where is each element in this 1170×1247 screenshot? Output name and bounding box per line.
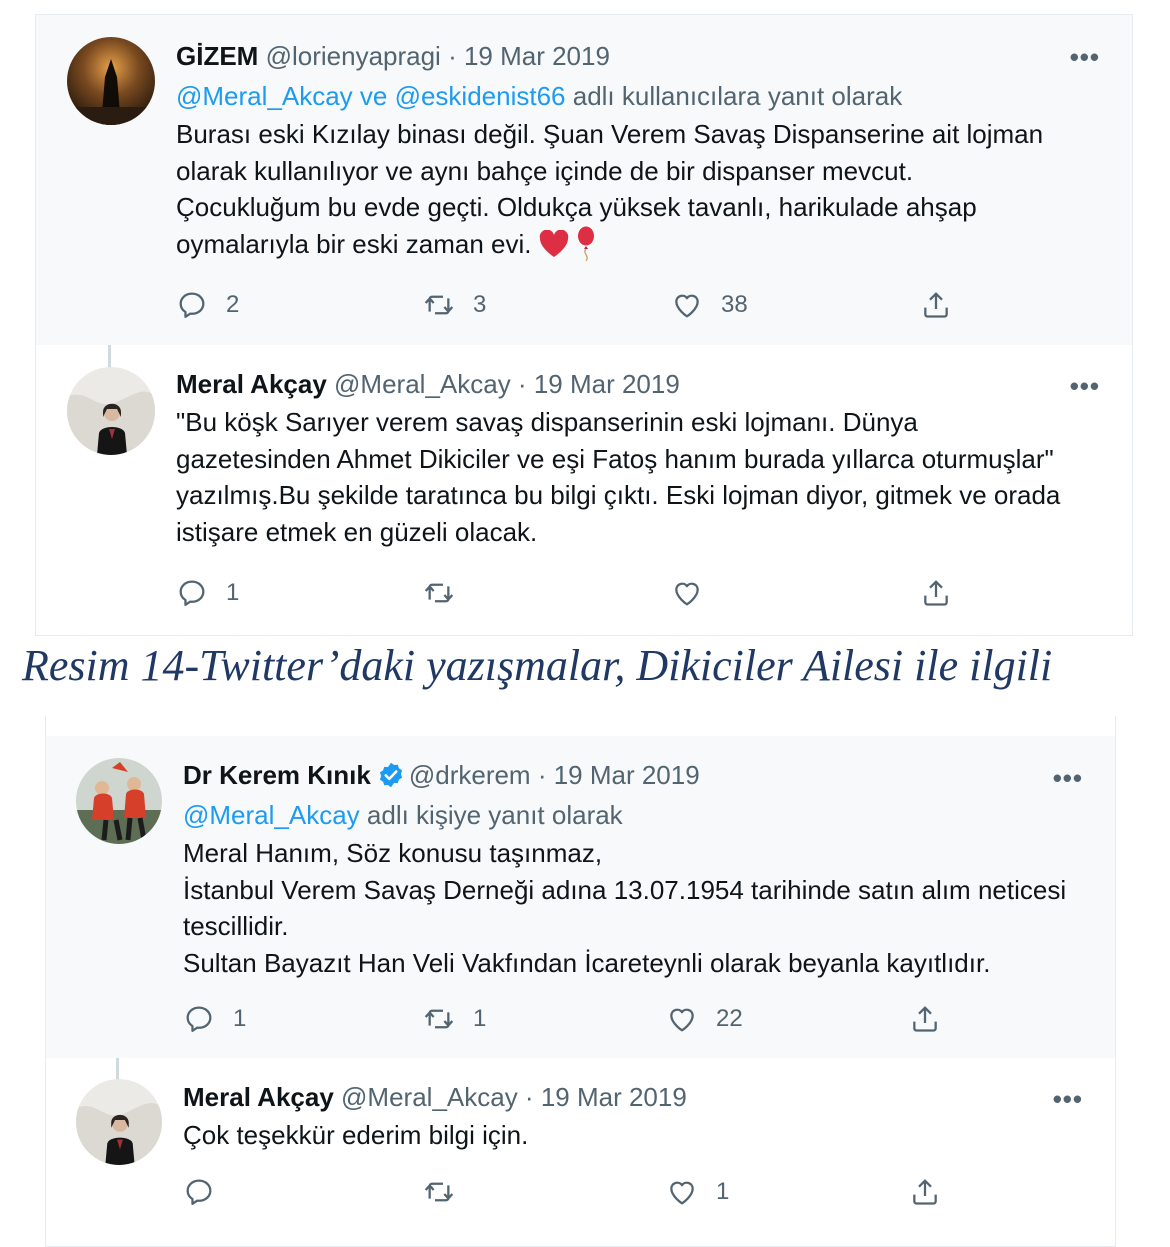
more-options-icon[interactable]: ••• <box>1069 371 1100 401</box>
tweet-text-line: istişare etmek en güzeli olacak. <box>176 516 538 547</box>
reply-context-label: adlı kullanıcılara yanıt olarak <box>565 81 903 111</box>
tweet-text-line: Çok teşekkür ederim bilgi için. <box>183 1120 529 1150</box>
retweet-icon <box>423 1003 455 1035</box>
reply-button[interactable] <box>183 1002 246 1036</box>
more-options-icon[interactable]: ••• <box>1069 42 1100 72</box>
like-button[interactable] <box>671 288 748 322</box>
more-options-icon[interactable]: ••• <box>1052 1084 1083 1114</box>
tweet-actions <box>183 1175 983 1209</box>
avatar-image-icon <box>76 1079 162 1165</box>
share-icon <box>909 1176 941 1208</box>
tweet-text-line: Meral Hanım, Söz konusu taşınmaz, <box>183 838 603 868</box>
share-icon <box>920 289 952 321</box>
avatar[interactable] <box>76 1079 162 1165</box>
tweet-text-line: tescillidir. <box>183 911 289 941</box>
heart-icon <box>666 1003 698 1035</box>
like-button[interactable] <box>671 576 721 610</box>
reply-icon <box>176 289 208 321</box>
author-handle[interactable]: @Meral_Akcay <box>334 369 511 399</box>
share-button[interactable] <box>909 1175 941 1209</box>
retweet-icon <box>423 289 455 321</box>
reply-count: 1 <box>233 1005 247 1032</box>
avatar[interactable] <box>76 758 162 844</box>
tweet-text-fragment: oymalarıyla bir eski zaman evi. <box>176 228 532 259</box>
reply-button[interactable] <box>176 576 239 610</box>
verified-badge-icon <box>377 761 405 789</box>
heart-icon <box>671 577 703 609</box>
tweet-meral-akcay[interactable] <box>36 345 1132 635</box>
reply-icon <box>183 1003 215 1035</box>
retweet-count: 3 <box>473 291 487 318</box>
author-name[interactable]: GİZEM <box>176 41 259 71</box>
reply-context <box>176 79 1102 113</box>
like-count: 22 <box>716 1005 743 1032</box>
heart-icon <box>671 289 703 321</box>
avatar[interactable] <box>67 367 155 455</box>
tweet-date[interactable]: 19 Mar 2019 <box>533 369 680 399</box>
author-name[interactable]: Meral Akçay <box>176 369 327 399</box>
figure-caption: Resim 14-Twitter’daki yazışmalar, Dikiciler Ailesi ile ilgili <box>22 641 1053 690</box>
tweet-text <box>183 1117 1085 1154</box>
tweet-text-line: gazetesinden Ahmet Dikiciler ve eşi Fatoş hanım burada yıllarca oturmuşlar" <box>176 443 1054 474</box>
tweet-dr-kerem-kinik[interactable] <box>46 736 1115 1058</box>
reply-icon <box>176 577 208 609</box>
author-name[interactable]: Dr Kerem Kınık <box>183 760 371 790</box>
tweet-text-line: olarak kullanılıyor ve aynı bahçe içinde de bir dispanser mevcut. <box>176 155 914 186</box>
tweet-actions <box>183 1002 983 1036</box>
tweet-text-line: "Bu köşk Sarıyer verem savaş dispanserinin eski lojmanı. Dünya <box>176 407 918 437</box>
heart-icon <box>666 1176 698 1208</box>
like-count: 1 <box>716 1178 730 1205</box>
tweet-meral-akcay-reply[interactable] <box>46 1058 1115 1238</box>
red-heart-emoji-icon <box>539 230 569 258</box>
reply-context-label: adlı kişiye yanıt olarak <box>359 800 623 830</box>
reply-count: 2 <box>226 291 240 318</box>
tweet-text-line: yazılmış.Bu şekilde taratınca bu bilgi çıktı. Eski lojman diyor, gitmek ve orada <box>176 480 1061 510</box>
like-button[interactable] <box>666 1175 729 1209</box>
tweet-text-line-last <box>176 226 1102 263</box>
tweet-text-line: Çocukluğum bu evde geçti. Oldukça yüksek tavanlı, harikulade ahşap <box>176 192 977 222</box>
tweet-header <box>183 758 1085 792</box>
reply-button[interactable] <box>183 1175 233 1209</box>
tweet-text <box>176 116 1102 262</box>
author-name[interactable]: Meral Akçay <box>183 1082 334 1112</box>
tweet-text-line: Sultan Bayazıt Han Veli Vakfından İcareteynli olarak beyanla kayıtlıdır. <box>183 947 991 978</box>
tweet-gizem[interactable] <box>36 15 1132 345</box>
reply-mention-link[interactable]: @Meral_Akcay <box>183 800 360 830</box>
tweet-date[interactable]: 19 Mar 2019 <box>540 1082 687 1112</box>
tweet-header <box>176 367 1102 401</box>
retweet-icon <box>423 577 455 609</box>
separator: · <box>517 1082 541 1112</box>
tweet-date[interactable]: 19 Mar 2019 <box>463 41 610 71</box>
share-icon <box>909 1003 941 1035</box>
retweet-button[interactable] <box>423 1175 473 1209</box>
reply-count: 1 <box>226 579 240 606</box>
tweet-text <box>176 404 1102 550</box>
share-button[interactable] <box>920 576 952 610</box>
author-handle[interactable]: @Meral_Akcay <box>341 1082 518 1112</box>
reply-mention-link[interactable]: @Meral_Akcay ve @eskidenist66 <box>176 81 566 111</box>
author-handle[interactable]: @lorienyapragi <box>265 41 441 71</box>
balloon-emoji-icon <box>575 226 597 262</box>
separator: · <box>530 760 554 790</box>
retweet-button[interactable] <box>423 288 486 322</box>
separator: · <box>440 41 464 71</box>
tweet-text-line: Burası eski Kızılay binası değil. Şuan Verem Savaş Dispanserine ait lojman <box>176 119 1044 149</box>
retweet-button[interactable] <box>423 1002 486 1036</box>
author-handle[interactable]: @drkerem <box>408 760 531 790</box>
tweet-actions <box>176 288 976 322</box>
tweet-thread-2 <box>45 716 1116 1247</box>
like-count: 38 <box>721 291 748 318</box>
retweet-icon <box>423 1176 455 1208</box>
avatar-image-icon <box>76 758 162 844</box>
more-options-icon[interactable]: ••• <box>1052 763 1083 793</box>
tweet-header <box>176 39 1102 73</box>
tweet-header <box>183 1080 1085 1114</box>
tweet-date[interactable]: 19 Mar 2019 <box>553 760 700 790</box>
tweet-actions <box>176 576 976 610</box>
avatar[interactable] <box>67 37 155 125</box>
avatar-image-icon <box>67 367 155 455</box>
reply-icon <box>183 1176 215 1208</box>
tweet-thread-1 <box>35 14 1133 636</box>
reply-context <box>183 798 1085 832</box>
tweet-text <box>183 835 1085 981</box>
separator: · <box>510 369 534 399</box>
like-button[interactable] <box>666 1002 743 1036</box>
tweet-text-line: İstanbul Verem Savaş Derneği adına 13.07.1954 tarihinde satın alım neticesi <box>183 874 1067 905</box>
share-button[interactable] <box>920 288 952 322</box>
retweet-count: 1 <box>473 1005 487 1032</box>
reply-button[interactable] <box>176 288 239 322</box>
share-icon <box>920 577 952 609</box>
share-button[interactable] <box>909 1002 941 1036</box>
avatar-image-icon <box>67 37 155 125</box>
retweet-button[interactable] <box>423 576 473 610</box>
